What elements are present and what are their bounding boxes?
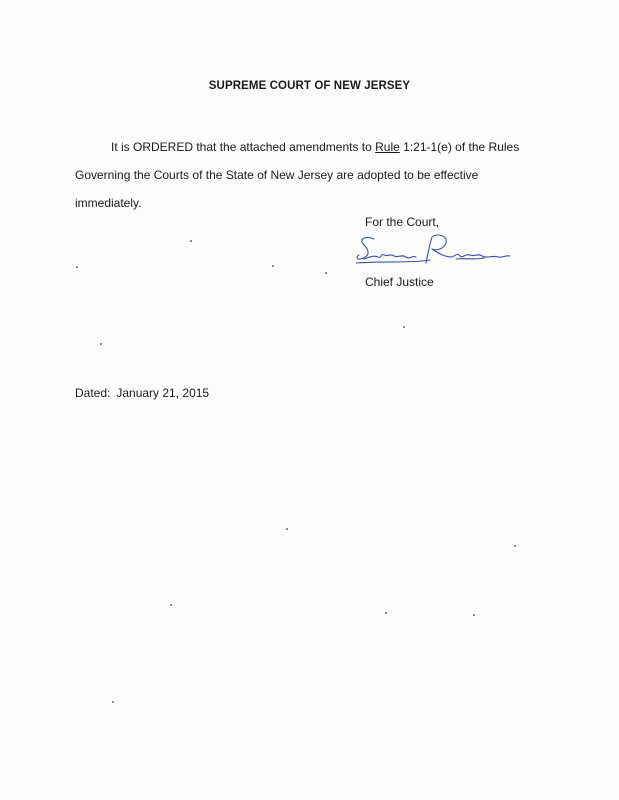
scan-speck xyxy=(473,614,475,616)
order-paragraph xyxy=(75,133,555,217)
scan-speck xyxy=(385,612,387,614)
rule-reference: Rule xyxy=(375,140,400,154)
scan-speck xyxy=(112,701,114,703)
scan-speck xyxy=(514,545,516,547)
order-line-3: immediately. xyxy=(75,196,142,210)
dated-label: Dated: xyxy=(75,386,111,400)
handwritten-signature xyxy=(356,233,516,269)
scan-speck xyxy=(325,272,327,274)
order-text-start: It is ORDERED that the attached amendments to xyxy=(111,140,376,154)
scan-speck xyxy=(403,326,405,328)
court-heading: SUPREME COURT OF NEW JERSEY xyxy=(208,80,411,92)
chief-justice-label: Chief Justice xyxy=(365,275,434,289)
order-line-2: Governing the Courts of the State of New Jersey are adopted to be effective xyxy=(75,168,479,182)
scan-speck xyxy=(170,604,172,606)
order-text-end: 1:21-1(e) of the Rules xyxy=(399,140,520,154)
for-the-court-label: For the Court, xyxy=(365,215,440,229)
dated-value: January 21, 2015 xyxy=(116,386,210,400)
scan-speck xyxy=(286,528,288,530)
scan-speck xyxy=(272,265,274,267)
order-line-1 xyxy=(75,133,555,161)
scan-speck xyxy=(100,343,102,345)
dated-line xyxy=(75,386,209,400)
scan-speck xyxy=(190,240,192,242)
scan-speck xyxy=(76,266,78,268)
